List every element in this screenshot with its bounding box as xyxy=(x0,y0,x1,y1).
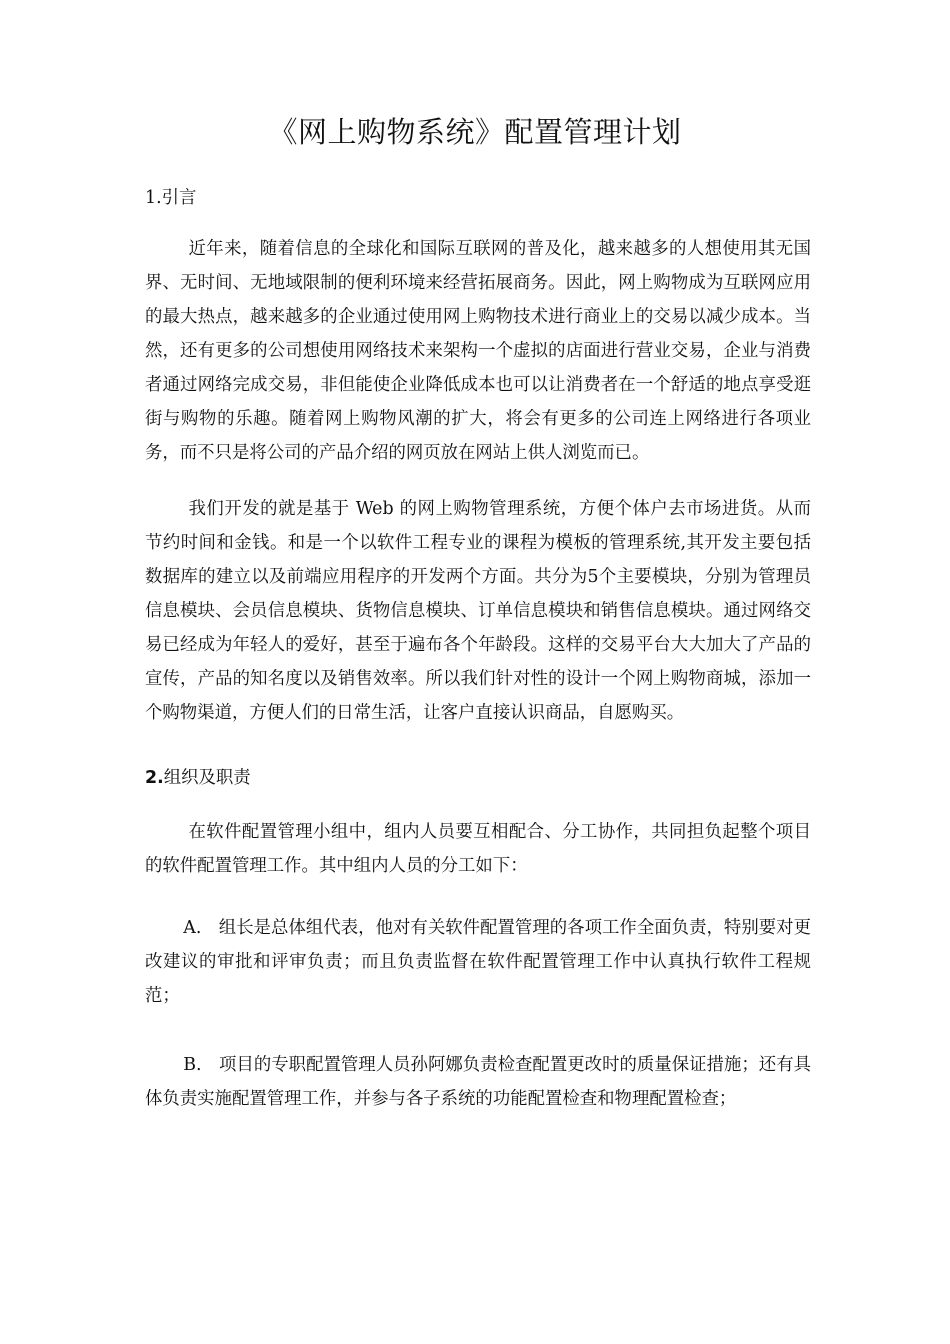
section-2-heading-number: 2. xyxy=(145,768,164,788)
section-1-heading: 1.引言 xyxy=(145,188,197,208)
section-2-item-b: B. 项目的专职配置管理人员孙阿娜负责检查配置更改时的质量保证措施；还有具体负责实施配置管理工作，并参与各子系统的功能配置检查和物理配置检查； xyxy=(145,1055,811,1109)
document-title: 《网上购物系统》配置管理计划 xyxy=(268,115,682,149)
section-2-heading-text: 组织及职责 xyxy=(163,768,251,788)
section-2-heading xyxy=(145,761,251,795)
section-2-item-a: A. 组长是总体组代表，他对有关软件配置管理的各项工作全面负责，特别要对更改建议的审批和评审负责；而且负责监督在软件配置管理工作中认真执行软件工程规范； xyxy=(145,918,811,1006)
section-2-intro: 在软件配置管理小组中，组内人员要互相配合、分工协作，共同担负起整个项目的软件配置管理工作。其中组内人员的分工如下： xyxy=(145,822,811,876)
section-1-paragraph-1: 近年来，随着信息的全球化和国际互联网的普及化，越来越多的人想使用其无国界、无时间、无地域限制的便利环境来经营拓展商务。因此，网上购物成为互联网应用的最大热点，越来越多的企业通过使用网上购物技术进行商业上的交易以减少成本。当然，还有更多的公司想使用网络技术来架构一个虚拟的店面进行营业交易，企业与消费者通过网络完成交易，非但能使企业降低成本也可以让消费者在一个舒适的地点享受逛街与购物的乐趣。随着网上购物风潮的扩大，将会有更多的公司连上网络进行各项业务，而不只是将公司的产品介绍的网页放在网站上供人浏览而已。 xyxy=(145,239,811,463)
section-1-paragraph-2: 我们开发的就是基于 Web 的网上购物管理系统，方便个体户去市场进货。从而节约时间和金钱。和是一个以软件工程专业的课程为模板的管理系统,其开发主要包括数据库的建立以及前端应用程序的开发两个方面。共分为5个主要模块，分别为管理员信息模块、会员信息模块、货物信息模块、订单信息模块和销售信息模块。通过网络交易已经成为年轻人的爱好，甚至于遍布各个年龄段。这样的交易平台大大加大了产品的宣传，产品的知名度以及销售效率。所以我们针对性的设计一个网上购物商城，添加一个购物渠道，方便人们的日常生活，让客户直接认识商品，自愿购买。 xyxy=(145,499,811,723)
